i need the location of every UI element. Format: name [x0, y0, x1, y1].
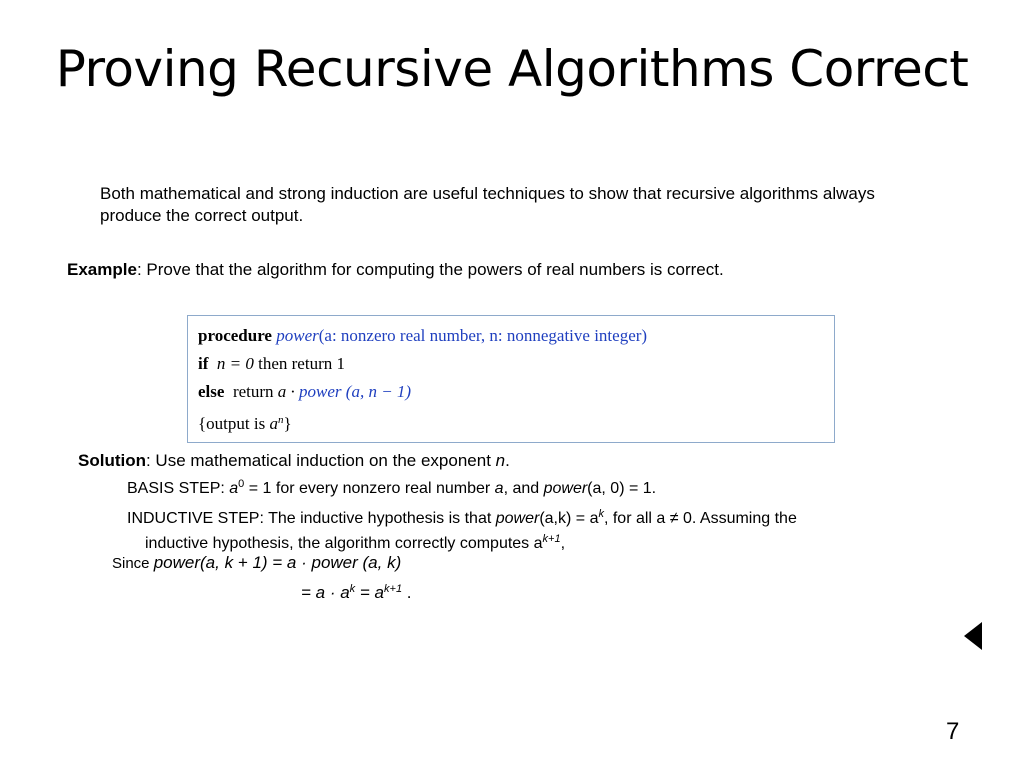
example-line	[67, 260, 724, 280]
equals-line	[301, 583, 412, 603]
back-arrow-icon[interactable]	[962, 622, 984, 650]
else-line	[198, 378, 824, 406]
output-suffix: }	[283, 414, 292, 433]
equals-exp2: k+1	[384, 583, 403, 595]
basis-var: a	[494, 480, 504, 497]
solution-var: n	[495, 451, 506, 470]
slide-title: Proving Recursive Algorithms Correct	[55, 40, 969, 98]
page-number: 7	[946, 718, 960, 745]
since-line	[112, 553, 401, 573]
inductive-args: (a,k) = a	[539, 510, 599, 527]
solution-line	[78, 451, 510, 471]
inductive-args-exp: k	[598, 508, 604, 520]
inductive-mid: , for all a ≠ 0. Assuming the	[603, 510, 797, 527]
solution-suffix: .	[505, 451, 510, 470]
intro-paragraph: Both mathematical and strong induction are useful techniques to show that recursive algorithms always produce the correct output.	[100, 184, 875, 225]
equals-prefix: = a · a	[301, 583, 350, 602]
output-base: a	[269, 414, 278, 433]
since-word: Since	[112, 555, 154, 572]
procedure-keyword: procedure	[198, 326, 272, 345]
if-keyword: if	[198, 354, 209, 373]
output-exp: n	[277, 414, 284, 426]
since-expr: power(a, k + 1) = a · power (a, k)	[153, 553, 402, 572]
equals-mid: = a	[355, 583, 385, 602]
basis-exp: 0	[238, 478, 245, 490]
example-label: Example	[67, 260, 137, 279]
inductive-step	[127, 504, 947, 554]
else-return-keyword: return	[232, 382, 274, 401]
procedure-box	[187, 315, 835, 443]
example-text: : Prove that the algorithm for computing the powers of real numbers is correct.	[136, 260, 724, 279]
basis-mid: = 1 for every nonzero real number	[244, 480, 495, 497]
inductive-line2-prefix: inductive hypothesis, the algorithm correctly computes a	[145, 535, 543, 552]
if-line	[198, 350, 824, 378]
basis-args: (a, 0) = 1.	[587, 480, 657, 497]
basis-func: power	[543, 480, 588, 497]
equals-suffix: .	[402, 583, 412, 602]
else-keyword: else	[198, 382, 225, 401]
solution-label: Solution	[78, 451, 146, 470]
else-expr-call: power (a, n − 1)	[299, 382, 412, 401]
basis-mid2: , and	[503, 480, 544, 497]
inductive-func: power	[495, 510, 540, 527]
basis-base: a	[229, 480, 239, 497]
inductive-line2-exp: k+1	[542, 533, 561, 545]
then-return-keyword: then return	[258, 354, 333, 373]
solution-text: : Use mathematical induction on the exponent	[145, 451, 496, 470]
return-value: 1	[336, 354, 345, 373]
equals-exp1: k	[349, 583, 356, 595]
basis-prefix: BASIS STEP:	[127, 480, 230, 497]
if-condition: n = 0	[216, 354, 254, 373]
inductive-line2-suffix: ,	[560, 535, 566, 552]
inductive-prefix: INDUCTIVE STEP: The inductive hypothesis is that	[127, 510, 496, 527]
output-prefix: {output is	[198, 414, 270, 433]
output-line	[198, 406, 824, 434]
procedure-line	[198, 322, 824, 350]
procedure-name: power	[276, 326, 319, 345]
inductive-line2	[127, 529, 947, 554]
else-expr-a: a ·	[277, 382, 295, 401]
basis-step	[127, 478, 656, 498]
procedure-params: (a: nonzero real number, n: nonnegative integer)	[318, 326, 648, 345]
